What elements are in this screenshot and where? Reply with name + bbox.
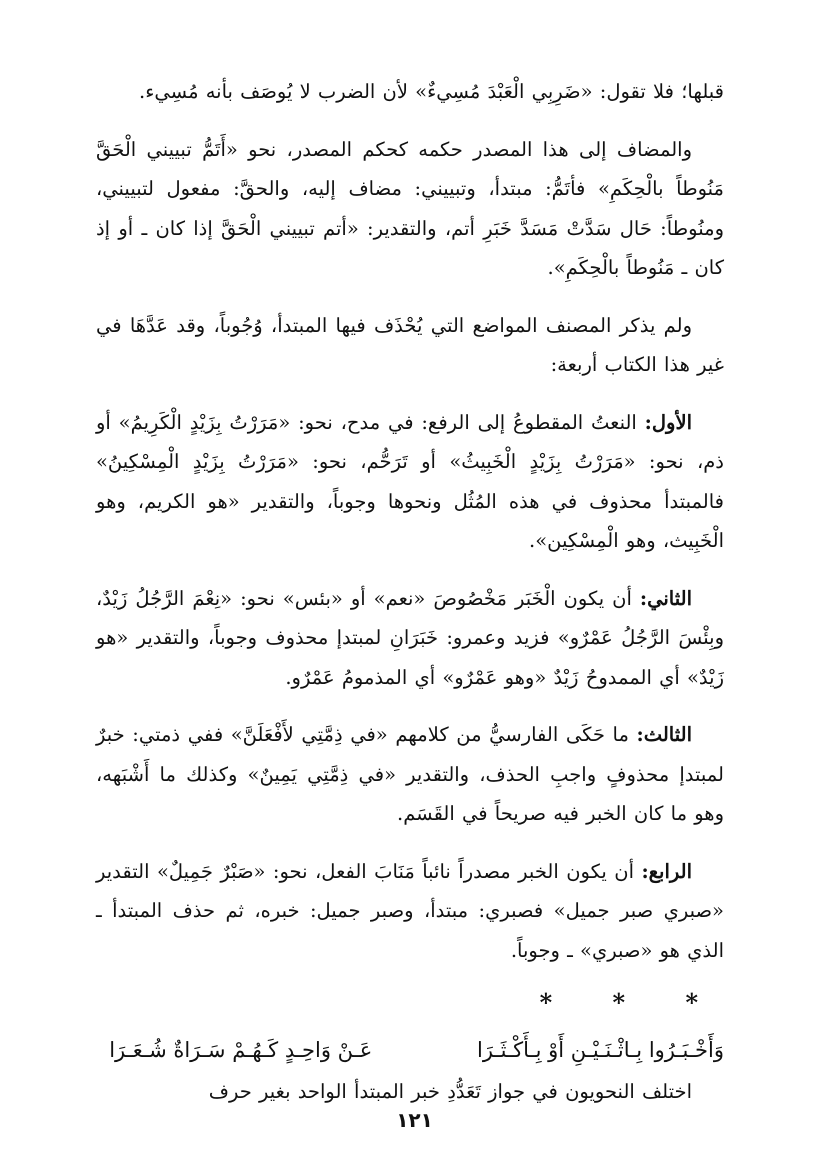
fourth-case-label: الرابع: <box>641 859 692 883</box>
paragraph-3: ولم يذكر المصنف المواضع التي يُحْذَف فيها المبتدأ، وُجُوباً، وقد عَدَّهَا في غير هذا الكتاب أربعة: <box>96 313 724 376</box>
paragraph-first-case <box>96 403 724 561</box>
second-case-label: الثاني: <box>639 586 692 610</box>
page-number: ١٢١ <box>396 1108 433 1132</box>
paragraph-fourth-case <box>96 852 724 971</box>
verse-first-hemistich: وَأَخْـبَـرُوا بِـاثْـنَـيْـنِ أَوْ بِـأَكْـثَـرَا <box>477 1038 724 1062</box>
third-case-label: الثالث: <box>636 723 692 746</box>
fourth-case-text: أن يكون الخبر مصدراً نائباً مَنَابَ الفعل، نحو: «صَبْرٌ جَمِيلٌ» التقدير «صبري صبر جميل» فصبري: مبتدأ، وصبر جميل: خبره، ثم حذف المبتدأ ـ الذي هو «صبري» ـ وجوباً. <box>96 859 724 962</box>
paragraph-third-case <box>96 715 724 834</box>
verse-second-hemistich: عَـنْ وَاحِـدٍ كَـهُـمْ سَـرَاةٌ شُـعَـرَا <box>109 1038 373 1062</box>
paragraph-second-case <box>96 579 724 698</box>
second-case-text: أن يكون الْخَبَر مَخْصُوصَ «نعم» أو «بئس» نحو: «نِعْمَ الرَّجُلُ زَيْدٌ، وبِئْسَ الرَّجُلُ عَمْرٌو» فزيد وعمرو: خَبَرَانِ لمبتدإ محذوف وجوباً، والتقدير «هو زَيْدٌ» أي الممدوحُ زَيْدٌ «وهو عَمْرٌو» أي المذمومُ عَمْرٌو. <box>96 586 724 689</box>
section-separator: * * * <box>539 988 724 1017</box>
first-case-label: الأول: <box>644 410 692 434</box>
verse-line <box>96 1028 724 1072</box>
page-body <box>96 72 724 1112</box>
paragraph-final: اختلف النحويون في جواز تَعَدُّدِ خبر المبتدأ الواحد بغير حرف <box>208 1080 692 1103</box>
third-case-text: ما حَكَى الفارسيُّ من كلامهم «في ذِمَّتِي لأَفْعَلَنَّ» ففي ذمتي: خبرٌ لمبتدإ محذوفٍ واجبِ الحذف، والتقدير «في ذِمَّتِي يَمِينٌ» وكذلك ما أَشْبَهه، وهو ما كان الخبر فيه صريحاً في القَسَم. <box>96 723 724 825</box>
paragraph-1: قبلها؛ فلا تقول: «ضَرِبِي الْعَبْدَ مُسِيءٌ» لأن الضرب لا يُوصَف بأنه مُسِيء. <box>139 80 724 103</box>
paragraph-2: والمضاف إلى هذا المصدر حكمه كحكم المصدر، نحو «أَتَمُّ تبييني الْحَقَّ مَنُوطاً بالْحِكَمِ» فأتَمُّ: مبتدأ، وتبييني: مضاف إليه، والحقَّ: مفعول لتبييني، ومنُوطاً: حَال سَدَّتْ مَسَدَّ خَبَرِ أتم، والتقدير: «أتم تبييني الْحَقَّ إذا كان ـ أو إذ كان ـ مَنُوطاً بالْحِكَمِ». <box>96 137 724 279</box>
first-case-text: النعتُ المقطوعُ إلى الرفع: في مدح، نحو: «مَرَرْتُ بِزَيْدٍ الْكَرِيمُ» أو ذم، نحو: «مَرَرْتُ بِزَيْدٍ الْخَبِيثُ» أو تَرَحُّم، نحو: «مَرَرْتُ بِزَيْدٍ الْمِسْكِينُ» فالمبتدأ محذوف في هذه المُثُل ونحوها وجوباً، والتقدير «هو الكريم، وهو الْخَبِيث، وهو الْمِسْكِين». <box>96 410 724 552</box>
